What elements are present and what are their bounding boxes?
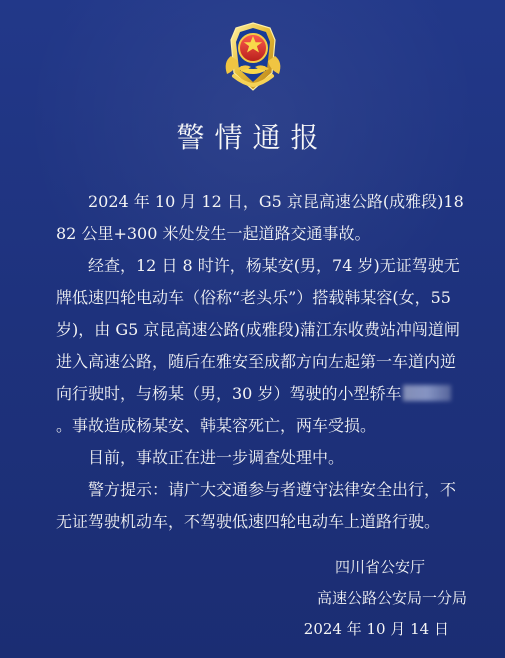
police-emblem-icon [213, 18, 293, 98]
paragraph-3: 目前，事故正在进一步调查处理中。 [88, 448, 345, 467]
notice-body [56, 186, 466, 538]
signature-unit: 高速公路公安局一分局 [316, 589, 467, 607]
signature-date: 2024 年 10 月 14 日 [303, 620, 449, 638]
signature-org: 四川省公安厅 [334, 558, 425, 576]
paragraph-2 [56, 250, 466, 442]
paragraph-2-text-after-blur: 。事故造成杨某安、韩某容死亡，两车受损。 [56, 416, 377, 435]
paragraph-4: 警方提示：请广大交通参与者遵守法律安全出行，不无证驾驶机动车，不驾驶低速四轮电动车上道路行驶。 [56, 480, 457, 531]
paragraph-1: 2024 年 10 月 12 日，G5 京昆高速公路(成雅段)1882 公里+300 米处发生一起道路交通事故。 [56, 192, 464, 243]
police-emblem-icon-svg [213, 18, 293, 98]
page-title: 警情通报 [176, 121, 329, 154]
paragraph-2-text-before-blur: 经查，12 日 8 时许，杨某安(男，74 岁)无证驾驶无牌低速四轮电动车（俗称“老头乐”）搭载韩某容(女，55 岁)，由 G5 京昆高速公路(成雅段)蒲江东收费站冲闯道闸进入高速公路，随后在雅安至成都方向左起第一车道内逆向行驶时，与杨某（男，30 岁）驾驶的小型轿车 [56, 256, 460, 403]
redaction-blur [403, 385, 451, 401]
